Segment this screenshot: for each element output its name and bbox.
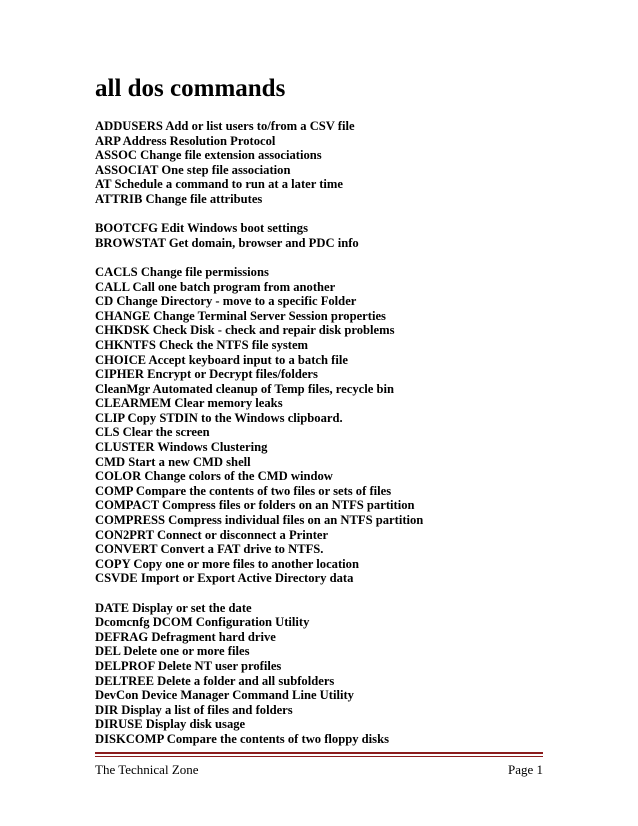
command-line: DevCon Device Manager Command Line Utility bbox=[95, 688, 354, 703]
command-line: CSVDE Import or Export Active Directory data bbox=[95, 571, 354, 586]
command-line: CD Change Directory - move to a specific Folder bbox=[95, 294, 357, 309]
command-list bbox=[95, 119, 555, 761]
command-group bbox=[95, 221, 555, 250]
command-line: DISKCOMP Compare the contents of two floppy disks bbox=[95, 731, 389, 746]
command-line: COMPACT Compress files or folders on an NTFS partition bbox=[95, 498, 415, 513]
command-line: CleanMgr Automated cleanup of Temp files, recycle bin bbox=[95, 381, 394, 396]
command-line: COMPRESS Compress individual files on an NTFS partition bbox=[95, 513, 424, 528]
command-line: CHKDSK Check Disk - check and repair disk problems bbox=[95, 323, 395, 338]
command-line: CIPHER Encrypt or Decrypt files/folders bbox=[95, 367, 318, 382]
command-line: DATE Display or set the date bbox=[95, 600, 252, 615]
command-group bbox=[95, 265, 555, 586]
command-line: DELTREE Delete a folder and all subfolders bbox=[95, 673, 335, 688]
command-line: ATTRIB Change file attributes bbox=[95, 191, 263, 206]
command-line: ASSOCIAT One step file association bbox=[95, 162, 291, 177]
command-line: CONVERT Convert a FAT drive to NTFS. bbox=[95, 542, 324, 557]
command-line: ARP Address Resolution Protocol bbox=[95, 133, 276, 148]
command-line: BOOTCFG Edit Windows boot settings bbox=[95, 221, 308, 236]
command-line: DEL Delete one or more files bbox=[95, 644, 250, 659]
command-line: CLIP Copy STDIN to the Windows clipboard. bbox=[95, 410, 343, 425]
command-line: CALL Call one batch program from another bbox=[95, 279, 336, 294]
command-line: CHANGE Change Terminal Server Session properties bbox=[95, 308, 386, 323]
footer-left-text: The Technical Zone bbox=[95, 762, 199, 777]
command-line: DIRUSE Display disk usage bbox=[95, 717, 246, 732]
command-line: COPY Copy one or more files to another location bbox=[95, 556, 359, 571]
command-line: COLOR Change colors of the CMD window bbox=[95, 469, 333, 484]
command-line: ASSOC Change file extension associations bbox=[95, 148, 322, 163]
footer-rule bbox=[95, 752, 543, 754]
command-line: DEFRAG Defragment hard drive bbox=[95, 629, 276, 644]
page-number: Page 1 bbox=[507, 762, 543, 777]
footer-rule-thin bbox=[95, 756, 543, 757]
command-line: CHKNTFS Check the NTFS file system bbox=[95, 337, 309, 352]
command-line: CMD Start a new CMD shell bbox=[95, 454, 251, 469]
command-line: CON2PRT Connect or disconnect a Printer bbox=[95, 527, 329, 542]
command-line: COMP Compare the contents of two files or sets of files bbox=[95, 483, 392, 498]
command-line: CLS Clear the screen bbox=[95, 425, 210, 440]
command-line: CHOICE Accept keyboard input to a batch file bbox=[95, 352, 348, 367]
command-line: Dcomcnfg DCOM Configuration Utility bbox=[95, 615, 310, 630]
command-line: BROWSTAT Get domain, browser and PDC info bbox=[95, 235, 359, 250]
command-line: ADDUSERS Add or list users to/from a CSV file bbox=[95, 119, 355, 133]
command-line: CACLS Change file permissions bbox=[95, 264, 269, 279]
command-group bbox=[95, 119, 555, 207]
command-line: CLUSTER Windows Clustering bbox=[95, 440, 268, 455]
command-line: DELPROF Delete NT user profiles bbox=[95, 658, 282, 673]
command-line: DIR Display a list of files and folders bbox=[95, 702, 293, 717]
command-line: AT Schedule a command to run at a later time bbox=[95, 177, 344, 192]
document-title: all dos commands bbox=[95, 75, 286, 102]
command-group bbox=[95, 601, 555, 747]
command-line: CLEARMEM Clear memory leaks bbox=[95, 396, 283, 411]
